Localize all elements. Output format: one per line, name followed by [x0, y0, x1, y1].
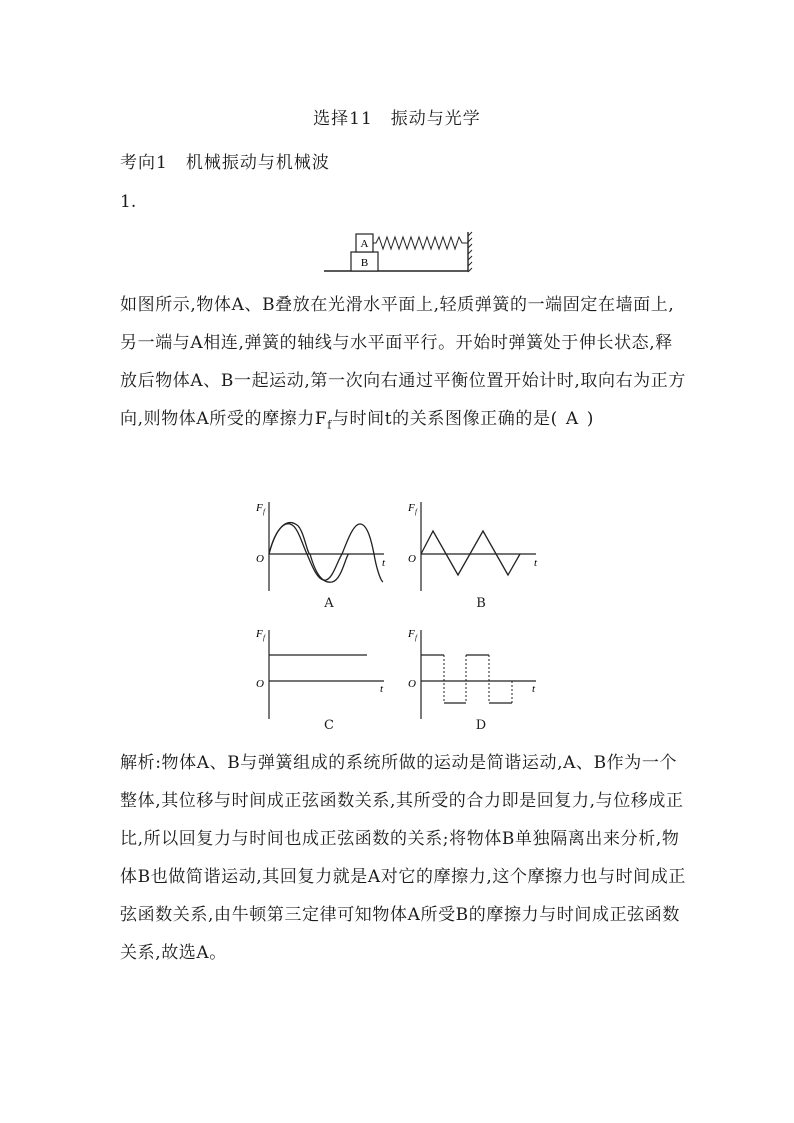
svg-text:F: F [408, 628, 415, 640]
svg-text:t: t [532, 683, 536, 695]
svg-text:F: F [408, 502, 415, 514]
svg-text:f: f [415, 508, 417, 516]
graph-b [404, 496, 554, 598]
svg-text:t: t [382, 557, 386, 569]
graph-a [252, 496, 402, 598]
spring [373, 237, 468, 249]
graph-c [252, 622, 402, 724]
question-text: 如图所示,物体A、B叠放在光滑水平面上,轻质弹簧的一端固定在墙面上,另一端与A相连,弹簧的轴线与水平面平行。开始时弹簧处于伸长状态,释放后物体A、B一起运动,第一次向右通过平衡位置开始计时,取向右为正方向,则物体A所受的摩擦力$F_f$与时间t的关系图像正确的是( A ) [120, 286, 690, 444]
option-b-label: B [476, 596, 486, 611]
option-c-label: C [324, 718, 334, 733]
svg-text:t: t [534, 557, 538, 569]
answer-choice: A [565, 409, 579, 429]
svg-text:F: F [256, 502, 263, 514]
block-a-label: A [360, 238, 369, 250]
graph-d [404, 622, 554, 724]
block-b-label: B [360, 257, 369, 269]
sine-wave [269, 524, 383, 582]
svg-text:O: O [256, 553, 264, 565]
page-title: 选择11 振动与光学 [313, 109, 481, 129]
square-wave-dashes [444, 655, 512, 703]
svg-text:f: f [415, 634, 417, 642]
svg-text:O: O [408, 553, 416, 565]
svg-text:f: f [263, 634, 265, 642]
svg-text:f: f [263, 508, 265, 516]
section-heading: 考向1 机械振动与机械波 [120, 153, 330, 173]
option-a-label: A [324, 596, 334, 611]
question-number: 1. [120, 192, 137, 212]
option-d-label: D [475, 718, 487, 733]
svg-text:F: F [256, 628, 263, 640]
explanation-text: 解析:物体A、B与弹簧组成的系统所做的运动是简谐运动,A、B作为一个整体,其位移与时间成正弦函数关系,其所受的合力即是回复力,与位移成正比,所以回复力与时间也成正弦函数的关系;将物体B单独隔离出来分析,物体B也做简谐运动,其回复力就是A对它的摩擦力,这个摩擦力也与时间成正弦函数关系,由牛顿第三定律可知物体A所受B的摩擦力与时间成正弦函数关系,故选A。 [120, 753, 686, 963]
svg-text:t: t [380, 683, 384, 695]
curve-a [269, 523, 349, 583]
svg-text:O: O [408, 678, 416, 690]
triangle-wave [421, 531, 520, 575]
spring-block-figure [322, 228, 474, 276]
svg-text:O: O [256, 678, 264, 690]
